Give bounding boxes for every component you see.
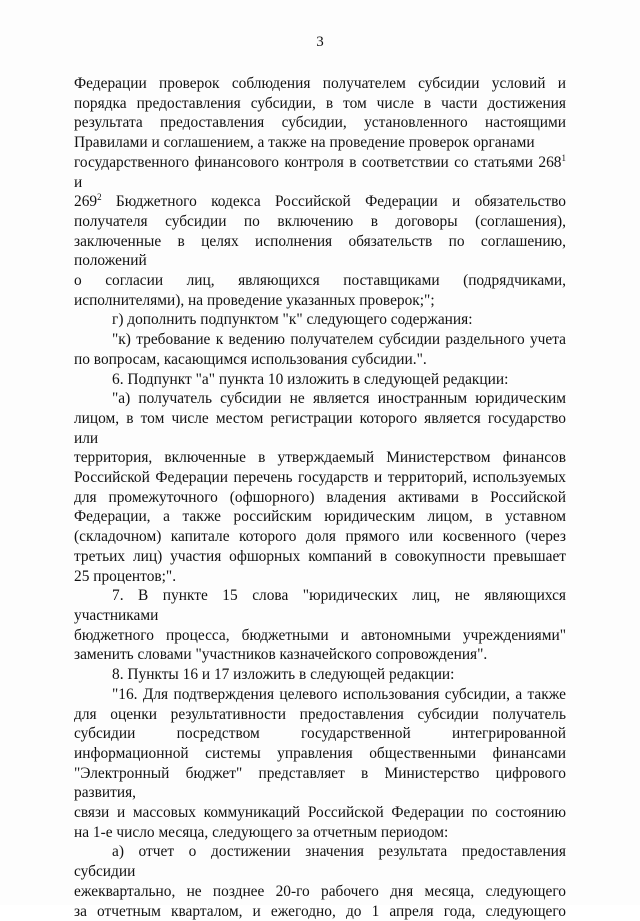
text-run: третьих лиц) участия офшорных компаний в совокупности превышает	[74, 547, 566, 565]
text-run: и	[74, 173, 83, 191]
text-run: (складочном) капитале которого доля прямого или косвенного (через	[74, 528, 566, 546]
text-run: за отчетным кварталом, и ежегодно, до 1 апреля года, следующего	[74, 902, 566, 920]
superscript: 1	[561, 152, 566, 163]
text-run: "к) требование к ведению получателем субсидии раздельного учета	[112, 331, 566, 349]
text-line	[74, 153, 566, 192]
text-line	[74, 842, 566, 881]
text-line	[74, 902, 566, 921]
text-run: субсидии посредством государственной интегрированной	[74, 725, 566, 743]
document-body	[74, 74, 566, 921]
text-line	[74, 685, 566, 705]
text-run: заменить словами "участников казначейского сопровождения".	[74, 646, 488, 664]
text-line	[74, 232, 566, 271]
text-run: для промежуточного (офшорного) владения активами в Российской	[74, 488, 566, 506]
text-line	[74, 744, 566, 764]
text-run: территория, включенные в утверждаемый Министерством финансов	[74, 449, 566, 467]
text-line	[74, 507, 566, 527]
text-line	[74, 724, 566, 744]
text-line	[74, 409, 566, 448]
text-run: лицом, в том числе местом регистрации которого является государство или	[74, 409, 566, 447]
text-line	[74, 310, 566, 330]
text-line	[74, 764, 566, 803]
text-line	[74, 133, 566, 153]
text-run: о согласии лиц, являющихся поставщиками (подрядчиками,	[74, 272, 566, 290]
text-line	[74, 448, 566, 468]
text-line	[74, 74, 566, 94]
text-run: Правилами и соглашением, а также на проведение проверок органами	[74, 134, 535, 152]
text-line	[74, 705, 566, 725]
text-run: порядка предоставления субсидии, в том числе в части достижения	[74, 94, 566, 112]
text-line	[74, 192, 566, 212]
text-line	[74, 370, 566, 390]
text-line	[74, 567, 566, 587]
text-line	[74, 271, 566, 291]
text-run: "Электронный бюджет" представляет в Министерство цифрового развития,	[74, 764, 566, 802]
page-number: 3	[316, 34, 324, 50]
text-run: информационной системы управления общественными финансами	[74, 744, 566, 762]
text-run: а) отчет о достижении значения результата предоставления субсидии	[74, 843, 566, 881]
text-run: исполнителями), на проведение указанных проверок;";	[74, 291, 435, 309]
text-line	[74, 803, 566, 823]
text-run: для оценки результативности предоставления субсидии получатель	[74, 705, 566, 723]
text-run: 269	[74, 193, 98, 211]
text-run: получателя субсидии по включению в договоры (соглашения),	[74, 212, 566, 230]
text-run: 8. Пункты 16 и 17 изложить в следующей редакции:	[112, 666, 455, 684]
text-run: на 1-е число месяца, следующего за отчетным периодом:	[74, 823, 449, 841]
text-line	[74, 94, 566, 114]
text-line	[74, 350, 566, 370]
text-run: г) дополнить подпунктом "к" следующего содержания:	[112, 311, 473, 329]
superscript: 2	[97, 192, 102, 203]
text-line	[74, 113, 566, 133]
text-run: по вопросам, касающимся использования субсидии.".	[74, 350, 427, 368]
text-run: 7. В пункте 15 слова "юридических лиц, не являющихся участниками	[74, 587, 566, 624]
text-line	[74, 330, 566, 350]
text-run: государственного финансового контроля в соответствии со статьями 268	[74, 153, 562, 171]
text-line	[74, 547, 566, 567]
text-line	[74, 212, 566, 232]
text-line	[74, 527, 566, 547]
text-run: заключенные в целях исполнения обязательств по соглашению, положений	[74, 232, 566, 270]
text-line	[74, 823, 566, 843]
text-run: Федерации, а также российским юридическим лицом, в уставном	[74, 508, 566, 526]
text-line	[74, 389, 566, 409]
text-run: Бюджетного кодекса Российской Федерации и обязательство	[101, 193, 566, 211]
text-run: ежеквартально, не позднее 20-го рабочего дня месяца, следующего	[74, 882, 566, 900]
text-run: результата предоставления субсидии, установленного настоящими	[74, 114, 566, 132]
text-run: Российской Федерации перечень государств и территорий, используемых	[74, 469, 566, 487]
text-line	[74, 645, 566, 665]
text-line	[74, 488, 566, 508]
text-run: "а) получатель субсидии не является иностранным юридическим	[112, 390, 566, 408]
text-line	[74, 468, 566, 488]
text-run: 25 процентов;".	[74, 567, 177, 585]
text-run: Федерации проверок соблюдения получателем субсидии условий и	[74, 75, 566, 92]
text-run: 6. Подпункт "а" пункта 10 изложить в следующей редакции:	[112, 370, 509, 388]
text-line	[74, 291, 566, 311]
text-run: "16. Для подтверждения целевого использования субсидии, а также	[112, 685, 566, 703]
text-line	[74, 586, 566, 625]
text-line	[74, 882, 566, 902]
text-line	[74, 665, 566, 685]
text-line	[74, 626, 566, 646]
text-run: связи и массовых коммуникаций Российской Федерации по состоянию	[74, 804, 566, 822]
text-run: бюджетного процесса, бюджетными и автономными учреждениями"	[74, 626, 566, 644]
